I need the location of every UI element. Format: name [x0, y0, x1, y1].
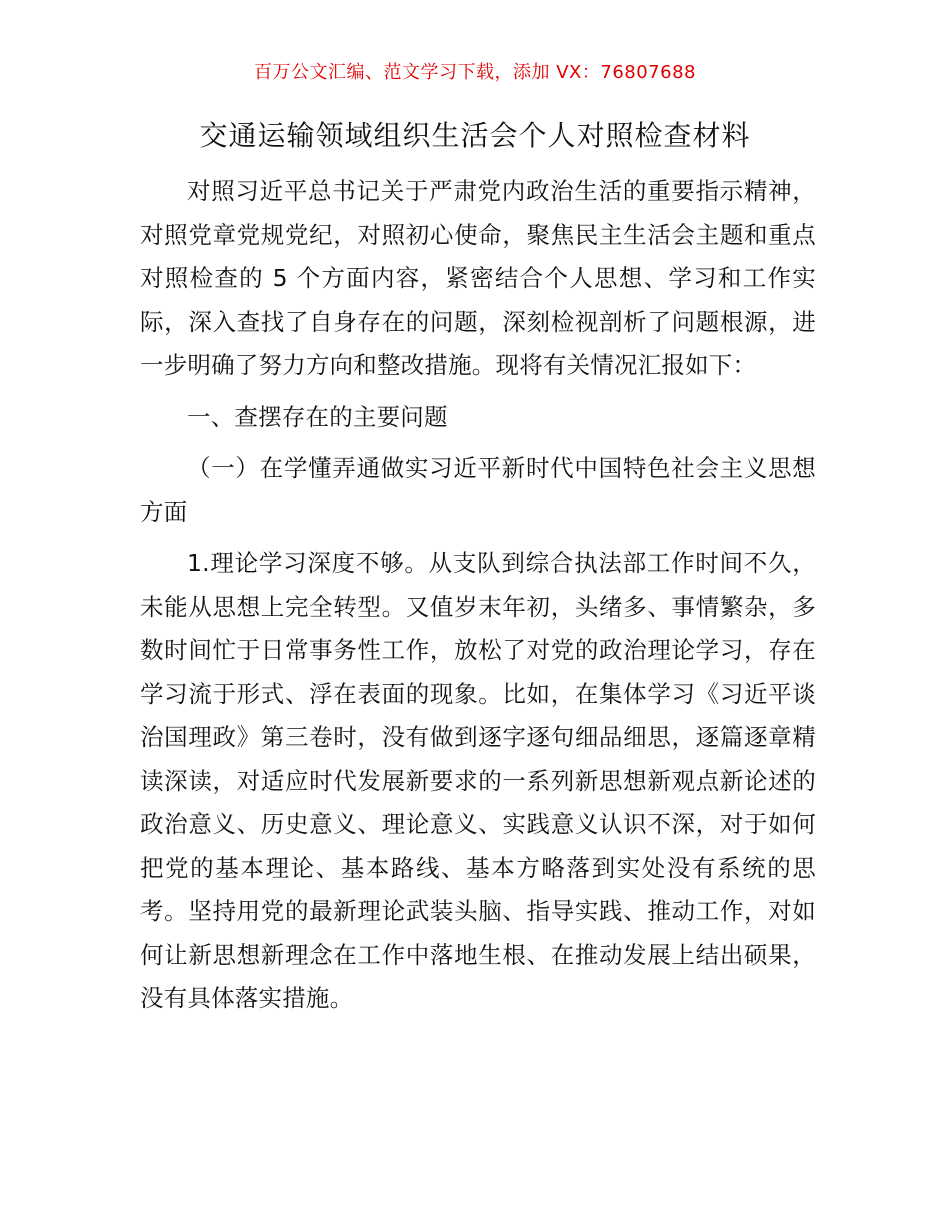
subsection-heading-1: （一）在学懂弄通做实习近平新时代中国特色社会主义思想方面 [140, 454, 816, 526]
document-title: 交通运输领域组织生活会个人对照检查材料 [199, 119, 751, 152]
body-paragraph-1: 1.理论学习深度不够。从支队到综合执法部工作时间不久，未能从思想上完全转型。又值岁末年初，头绪多、事情繁杂，多数时间忙于日常事务性工作，放松了对党的政治理论学习，存在学习流于形式、浮在表面的现象。比如，在集体学习《习近平谈治国理政》第三卷时，没有做到逐字逐句细品细思，逐篇逐章精读深读，对适应时代发展新要求的一系列新思想新观点新论述的政治意义、历史意义、理论意义、实践意义认识不深，对于如何把党的基本理论、基本路线、基本方略落到实处没有系统的思考。坚持用党的最新理论武装头脑、指导实践、推动工作，对如何让新思想新理念在工作中落地生根、在推动发展上结出硕果，没有具体落实措施。 [140, 549, 816, 1012]
watermark-header-note: 百万公文汇编、范文学习下载，添加 VX：76807688 [254, 62, 696, 83]
intro-paragraph: 对照习近平总书记关于严肃党内政治生活的重要指示精神，对照党章党规党纪，对照初心使命，聚焦民主生活会主题和重点对照检查的 5 个方面内容，紧密结合个人思想、学习和工作实际，深入查找了自身存在的问题，深刻检视剖析了问题根源，进一步明确了努力方向和整改措施。现将有关情况汇报如下： [140, 177, 816, 379]
section-heading-1: 一、查摆存在的主要问题 [187, 402, 448, 431]
document-body [140, 170, 816, 1021]
